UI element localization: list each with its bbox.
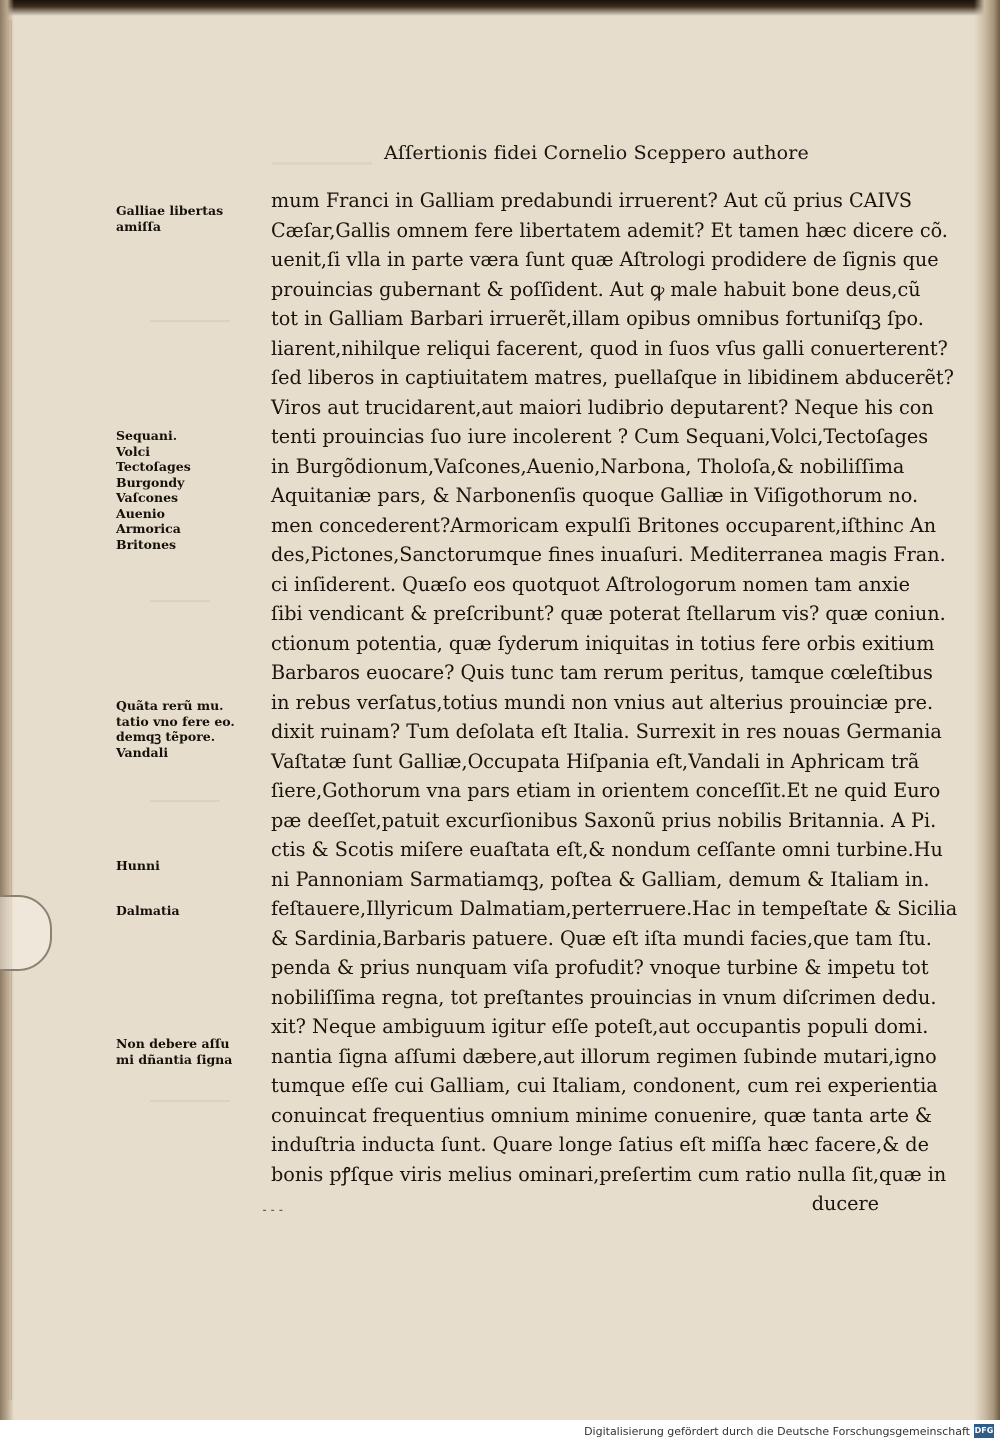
margin-note-line: mi dñantia ſigna [116,1051,233,1067]
show-through-mark [150,1100,230,1102]
margin-note-line: Tectoſages [116,459,191,474]
text-line: tot in Galliam Barbari irruerẽt,illam opibus omnibus fortuniſqꝫ ſpo. [271,307,924,330]
text-line: mum Franci in Galliam predabundi irruerent? Aut cũ prius CAIVS [271,189,913,212]
text-line: dixit ruinam? Tum deſolata eſt Italia. Surrexit in res nouas Germania [271,720,942,743]
text-line: Aquitaniæ pars, & Narbonenſis quoque Galliæ in Viſigothorum no. [271,484,919,507]
text-line: des,Pictones,Sanctorumque fines inuaſuri. Mediterranea magis Fran. [271,543,946,566]
show-through-mark [150,600,210,602]
text-line: ctis & Scotis miſere euaſtata eſt,& nondum ceſſante omni turbine.Hu [271,838,943,861]
top-binding-shadow [0,0,1000,16]
show-through-mark [150,800,220,802]
text-line: bonis pꝭſque viris melius ominari,preſertim cum ratio nulla ſit,quæ in [271,1162,947,1186]
text-line: ſiere,Gothorum vna pars etiam in orientem conceſſit.Et ne quid Euro [271,779,941,802]
right-page-edge [974,0,1000,1420]
margin-note-line: Non debere aſſu [116,1036,230,1051]
footer-credit: Digitalisierung gefördert durch die Deutsche Forschungsgemeinschaft [584,1425,970,1438]
show-through-mark [272,148,372,165]
text-line: liarent,nihilque reliqui facerent, quod in ſuos vſus galli conuerterent? [271,336,948,360]
text-line: Vaſtatæ ſunt Galliæ,Occupata Hiſpania eſt,Vandali in Aphricam trã [271,749,920,773]
text-line: in rebus verſatus,totius mundi non vnius aut alterius prouinciæ pre. [271,690,934,714]
main-text-block [271,186,958,1219]
margin-note-line: Armorica [116,521,181,536]
paper-clip-tab [0,895,52,971]
text-line: & Sardinia,Barbaris patuere. Quæ eſt iſta mundi facies,que tam ſtu. [271,926,932,950]
margin-note [116,428,246,552]
text-line: ci inſiderent. Quæſo eos quotquot Aſtrologorum nomen tam anxie [271,572,910,596]
text-line: nobiliſſima regna, tot preſtantes prouincias in vnum diſcrimen dedu. [271,985,937,1009]
margin-note [116,203,246,234]
show-through-mark [150,320,230,322]
text-line: pæ deeſſet,patuit excurſionibus Saxonũ prius nobilis Britannia. A Pi. [271,808,937,832]
margin-note-line: Burgondy [116,474,185,490]
text-line: feſtauere,Illyricum Dalmatiam,perterruere.Hac in tempeſtate & Sicilia [271,897,958,920]
text-line: xit? Neque ambiguum igitur eſſe poteſt,aut occupantis populi domi. [271,1015,929,1038]
margin-note [116,858,246,874]
margin-note-line: Vaſcones [116,490,179,505]
text-line: ſibi vendicant & preſcribunt? quæ poterat ſtellarum vis? quæ coniun. [271,602,946,625]
margin-note-line: Dalmatia [116,903,180,918]
text-line: tenti prouincias ſuo iure incolerent ? Cum Sequani,Volci,Tectoſages [271,425,929,448]
text-line: penda & prius nunquam viſa profudit? vnoque turbine & impetu tot [271,956,929,979]
margin-note-line: Auenio [116,505,165,521]
text-line: Cæſar,Gallis omnem fere libertatem ademit? Et tamen hæc dicere cõ. [271,218,948,242]
running-header: Aſſertionis fidei Cornelio Sceppero authore [384,142,810,164]
text-line: conuincat frequentius omnium minime conuenire, quæ tanta arte & [271,1103,932,1127]
margin-note-line: tatio vno fere eo. [116,713,235,729]
margin-note-line: Britones [116,536,177,552]
text-line: ſed liberos in captiuitatem matres, puellaſque in libidinem abducerẽt? [271,366,954,389]
margin-note-line: Quãta rerũ mu. [116,698,224,713]
text-line: tumque eſſe cui Galliam, cui Italiam, condonent, cum rei experientia [271,1074,938,1097]
margin-note-line: Volci [116,443,150,459]
digitization-footer [0,1420,1000,1445]
margin-note-line: demqꝫ tẽpore. [116,729,216,744]
margin-note-line: Sequani. [116,428,178,443]
margin-note-line: Hunni [116,858,160,873]
margin-note-line: Vandali [116,744,169,760]
text-line: induſtria inducta ſunt. Quare longe ſatius eſt miſſa hæc facere,& de [271,1133,929,1156]
text-line: ctionum potentia, quæ ſyderum iniquitas in totius fere orbis exitium [271,631,935,655]
dfg-logo-icon: DFG [974,1424,994,1438]
text-line: prouincias gubernant & poſſident. Aut ꝙ male habuit bone deus,cũ [271,277,921,301]
text-line: Barbaros euocare? Quis tunc tam rerum peritus, tamque cœleſtibus [271,661,933,684]
margin-note [116,1036,246,1067]
left-page-edge [0,0,14,1420]
text-line: uenit,ſi vlla in parte væra ſunt quæ Aſtrologi prodidere de ſignis que [271,248,939,271]
text-line: nantia ſigna aſſumi dæbere,aut illorum regimen ſubinde mutari,igno [271,1044,937,1068]
margin-note-line: Galliae libertas [116,203,224,218]
text-line: ni Pannoniam Sarmatiamqꝫ, poſtea & Galliam, demum & Italiam in. [271,867,930,891]
text-line: Viros aut trucidarent,aut maiori ludibrio deputarent? Neque his con [271,395,934,419]
signature-mark: ⁃ ⁃ ⁃ [262,1206,284,1217]
margin-note-line: amiſſa [116,218,161,234]
text-line: men concederent?Armoricam expulſi Britones occuparent,iſthinc An [271,513,937,537]
text-line: in Burgõdionum,Vaſcones,Auenio,Narbona, Tholoſa,& nobiliſſima [271,454,905,478]
text-line: ducere [811,1192,879,1215]
margin-note [116,903,246,919]
margin-note [116,698,246,760]
